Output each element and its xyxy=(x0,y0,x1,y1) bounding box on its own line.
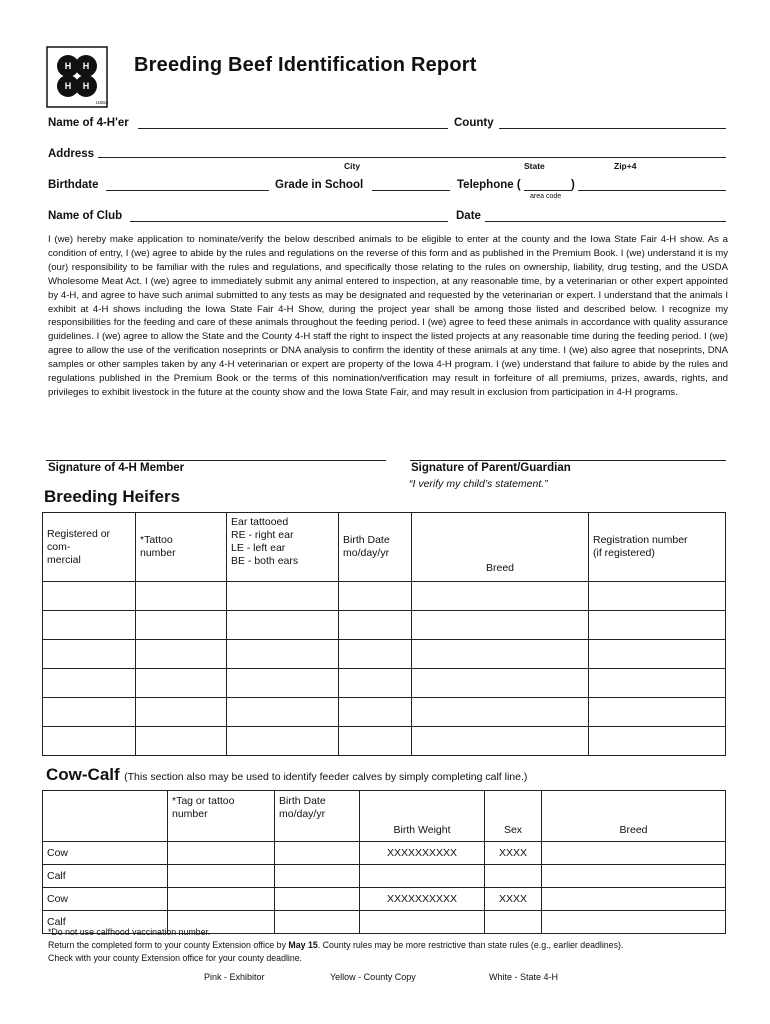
area-code-label: area code xyxy=(530,193,562,200)
table-row[interactable]: Cow XXXXXXXXXX XXXX xyxy=(43,888,726,911)
table-row[interactable] xyxy=(43,698,726,727)
table-row[interactable] xyxy=(43,611,726,640)
heifers-title: Breeding Heifers xyxy=(44,487,181,506)
cowcalf-col-breed: Breed xyxy=(542,791,726,842)
parent-signature-line[interactable] xyxy=(410,460,726,461)
table-row[interactable]: Cow XXXXXXXXXX XXXX xyxy=(43,842,726,865)
cowcalf-col-birthdate: Birth Date mo/day/yr xyxy=(275,791,360,842)
table-row[interactable] xyxy=(43,640,726,669)
heifers-col-ear: Ear tattooed RE - right ear LE - left ear BE - both ears xyxy=(227,513,339,582)
page-title: Breeding Beef Identification Report xyxy=(134,54,477,76)
table-row[interactable] xyxy=(43,865,726,888)
4h-clover-icon xyxy=(46,46,108,108)
cowcalf-col-type xyxy=(43,791,168,842)
table-row[interactable] xyxy=(43,669,726,698)
date-field[interactable] xyxy=(485,221,726,222)
cowcalf-heading xyxy=(46,765,527,785)
cowcalf-col-tag: *Tag or tattoo number xyxy=(168,791,275,842)
row-type: Cow xyxy=(43,842,168,865)
copy-yellow: Yellow - County Copy xyxy=(330,972,416,982)
footer-note-deadline: Check with your county Extension office for your county deadline. xyxy=(48,953,303,963)
heifers-col-registration: Registration number (if registered) xyxy=(589,513,726,582)
zip-label: Zip+4 xyxy=(614,161,637,171)
member-signature-label: Signature of 4-H Member xyxy=(48,462,185,474)
county-field[interactable] xyxy=(499,128,726,129)
county-label: County xyxy=(454,117,494,129)
svg-text:USDA: USDA xyxy=(96,100,108,105)
cowcalf-header-row xyxy=(43,791,726,842)
grade-field[interactable] xyxy=(372,190,450,191)
verify-statement: “I verify my child’s statement.” xyxy=(409,478,548,490)
copy-pink: Pink - Exhibitor xyxy=(204,972,265,982)
footer-note-return: Return the completed form to your county Extension office by May 15. County rules may be more restrictive than state rules (e.g., earlier deadlines). xyxy=(48,940,624,950)
date-label: Date xyxy=(456,210,481,222)
name-label: Name of 4-H'er xyxy=(48,117,129,129)
agreement-text: I (we) hereby make application to nominate/verify the below described animals to be eligible to enter at the county and the Iowa State Fair 4-H show. As a condition of entry, I (we) agree to abide by the rules and regulations on the reverse of this form and as published in the Premium Book. I (we) understand it is my (our) responsibility to be familiar with the rules and regulations, and specifically those relating to the rules on ownership, liability, drug testing, and the USDA Wholesome Meat Act. I (we) agree to immediately submit any animal entered to inspection, at any reasonable time, by a veterinarian or other expert appointed by 4-H, and agree to have such animal submitted to any tests as may be designated and requested by the veterinarian or expert. I understand that the animals I exhibit at 4-H shows including the Iowa State Fair 4-H Show, during the project year shall be among those listed and described below. I recognize my responsibilities for the feeding and care of these animals throughout the feeding period. I (we) agree to feed these animals in accordance with quality assurance guidelines. I (we) agree to allow the State and the County 4-H staff the right to inspect the listed projects at any reasonable time during the feeding period. I (we) agree to allow the use of the verification noseprints or DNA analysis to confirm the identity of these animals at any time. I (we) also agree that noseprints, DNA samples or other samples taken by any 4-H veterinarian or expert are property of the Iowa 4-H program. I (we) understand that failure to abide by the rules and regulations published in the Premium Book or the terms of this nomination/verification may result in forfeiture of all premiums, prizes, awards, rights, and privileges to exhibit livestock in the future at the county show and the Iowa State Fair, and may result in exclusion from participation in 4-H programs. xyxy=(48,234,728,398)
cowcalf-note: (This section also may be used to identify feeder calves by simply completing calf line.) xyxy=(124,771,528,783)
cowcalf-title: Cow-Calf xyxy=(46,765,120,784)
parent-signature-label: Signature of Parent/Guardian xyxy=(411,462,571,474)
footer-notes xyxy=(48,926,623,965)
address-field[interactable] xyxy=(98,157,726,158)
club-label: Name of Club xyxy=(48,210,123,222)
row-type: Calf xyxy=(43,865,168,888)
heifers-col-registered: Registered or com- mercial xyxy=(43,513,136,582)
birthdate-label: Birthdate xyxy=(48,179,99,191)
svg-text:H: H xyxy=(64,81,72,91)
svg-text:H: H xyxy=(82,81,90,91)
4h-clover-logo xyxy=(46,46,108,108)
address-label: Address xyxy=(48,148,95,160)
area-code-field[interactable] xyxy=(524,190,572,191)
table-row[interactable] xyxy=(43,727,726,756)
svg-text:H: H xyxy=(64,61,72,71)
telephone-paren: ) xyxy=(571,179,575,191)
state-label: State xyxy=(524,161,545,171)
heifers-table xyxy=(42,512,726,756)
heifers-col-breed: Breed xyxy=(412,513,589,582)
city-label: City xyxy=(344,161,361,171)
birthdate-field[interactable] xyxy=(106,190,269,191)
heifers-col-tattoo: *Tattoo number xyxy=(136,513,227,582)
heifers-header-row xyxy=(43,513,726,582)
row-type: Calf xyxy=(43,911,168,934)
telephone-label: Telephone ( xyxy=(457,179,521,191)
grade-label: Grade in School xyxy=(275,179,364,191)
name-field[interactable] xyxy=(138,128,448,129)
footer-note-vaccination: *Do not use calfhood vaccination number. xyxy=(48,927,211,937)
club-field[interactable] xyxy=(130,221,448,222)
cowcalf-table xyxy=(42,790,726,934)
copy-white: White - State 4-H xyxy=(489,972,559,982)
cowcalf-col-weight: Birth Weight xyxy=(360,791,485,842)
svg-text:H: H xyxy=(82,61,90,71)
cowcalf-col-sex: Sex xyxy=(485,791,542,842)
row-type: Cow xyxy=(43,888,168,911)
heifers-col-birthdate: Birth Date mo/day/yr xyxy=(339,513,412,582)
member-signature-line[interactable] xyxy=(46,460,386,461)
telephone-field[interactable] xyxy=(578,190,726,191)
table-row[interactable] xyxy=(43,582,726,611)
